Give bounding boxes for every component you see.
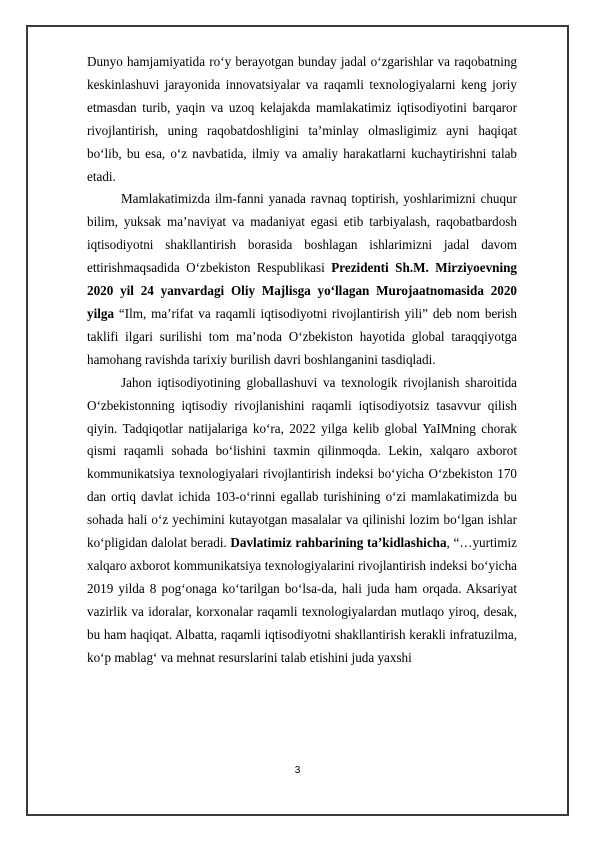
paragraph-1-text: Dunyo hamjamiyatida ro‘y berayotgan bunday jadal o‘zgarishlar va raqobatning keskinlashuvi jarayonida innovatsiyalar va raqamli texnologiyalarni keng joriy etmasdan turib, yaqin va uzoq kelajakda mamlakatimiz iqtisodiyotini barqaror rivojlantirish, uning raqobatdoshligini ta’minlay olmasligimiz ayni haqiqat bo‘lib, bu esa, o‘z navbatida, ilmiy va amaliy harakatlarni kuchaytirishni talab etadi. bbox=[87, 54, 517, 184]
page-number: 3 bbox=[294, 765, 301, 776]
paragraph-2-text-end: “Ilm, ma’rifat va raqamli iqtisodiyotni rivojlantirish yili” deb nom berish taklifi ilgari surilishi tom ma’noda O‘zbekiston hayotida global taraqqiyotga hamohang ravishda tarixiy burilish davri boshlanganini tasdiqladi. bbox=[87, 305, 517, 367]
page-body bbox=[87, 51, 517, 669]
paragraph-2-bold-text: Prezidenti Sh.M. Mirziyoevning 2020 yil 24 yanvardagi Oliy Majlisga yo‘llagan Murojaatnomasida 2020 yilga bbox=[87, 260, 517, 321]
paragraph-3 bbox=[87, 372, 517, 670]
paragraph-3-text: Jahon iqtisodiyotining globallashuvi va texnologik rivojlanish sharoitida O‘zbekistonning iqtisodiy rivojlanishini raqamli iqtisodiyotsiz tasavvur qilish qiyin. Tadqiqotlar natijalariga ko‘ra, 2022 yilga kelib global YaIMning chorak qismi raqamli sohada bo‘lishini taxmin qilinmoqda. Lekin, xalqaro axborot kommunikatsiya texnologiyalari rivojlantirish indeksi bo‘yicha O‘zbekiston 170 dan ortiq davlat ichida 103-o‘rinni egallab turishining o‘zi mamlakatimizda bu sohada hali o‘z yechimini kutayotgan masalalar va qilinishi lozim bo‘lgan ishlar ko‘pligidan dalolat beradi. bbox=[87, 374, 517, 551]
paragraph-2-text: Mamlakatimizda ilm-fanni yanada ravnaq toptirish, yoshlarimizni chuqur bilim, yuksak ma’naviyat va madaniyat egasi etib tarbiyalash, raqobatbardosh iqtisodiyotni shakllantirish borasida boshlagan ishlarimizni jadal davom ettirishmaqsadida O‘zbekiston Respublikasi bbox=[87, 191, 517, 276]
paragraph-2 bbox=[87, 188, 517, 371]
paragraph-1 bbox=[87, 51, 517, 188]
paragraph-3-bold-text: Davlatimiz rahbarining ta’kidlashicha bbox=[230, 535, 447, 551]
paragraph-3-text-end: , “…yurtimiz xalqaro axborot kommunikatsiya texnologiyalarini rivojlantirish indeksi bo‘yicha 2019 yilda 8 pog‘onaga ko‘tarilgan bo‘lsa-da, hali juda ham orqada. Aksariyat vazirlik va idoralar, korxonalar raqamli texnologiyalardan mutlaqo yiroq, desak, bu ham haqiqat. Albatta, raqamli iqtisodiyotni shakllantirish kerakli infratuzilma, ko‘p mablag‘ va mehnat resurslarini talab etishini juda yaxshi bbox=[87, 535, 517, 665]
